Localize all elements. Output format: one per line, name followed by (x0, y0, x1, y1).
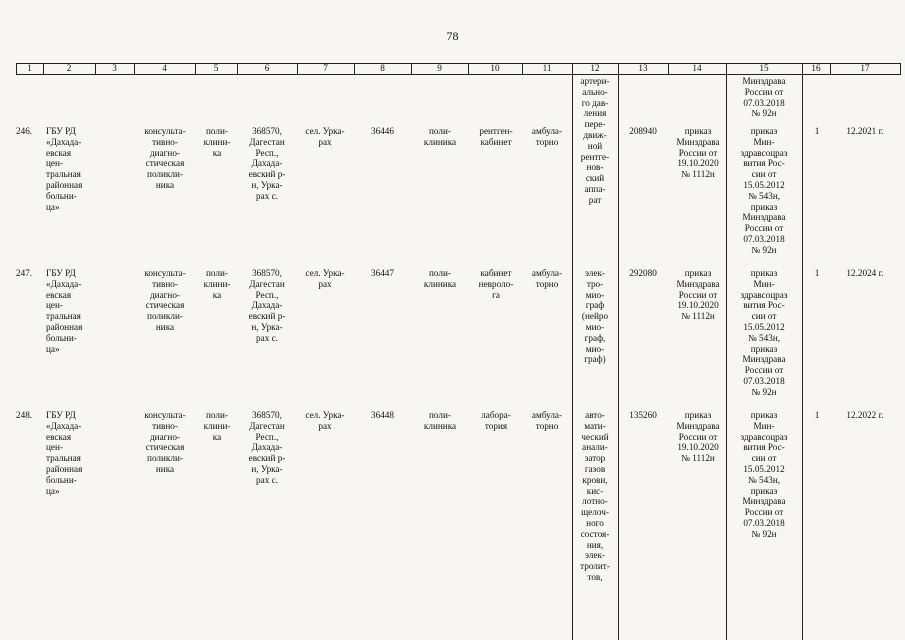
column-number: 10 (490, 63, 500, 73)
care-mode: амбула- торно (531, 126, 563, 147)
row-number: 246. (16, 126, 33, 136)
equipment-code: 292080 (629, 268, 657, 278)
page-number: 78 (446, 29, 459, 43)
order-2: приказ Мин- здравсоцраз вития Рос- сии от 15.05.2012 № 543н, приказ Минздрава России от 07.03.2018 № 92н (740, 126, 788, 255)
subdivision: поли- клини- ка (203, 410, 231, 442)
institution-type: консульта- тивно- диагно- стическая поликли- ника (144, 268, 186, 332)
column-number: 2 (66, 63, 72, 73)
quantity: 1 (814, 126, 820, 136)
column-number: 13 (638, 63, 648, 73)
row-number: 247. (16, 268, 33, 278)
column-number: 16 (811, 63, 821, 73)
carry-over-equipment: артери- ально- го дав- ления пере- движ- ной рентге- нов- ский аппа- рат (580, 76, 610, 205)
column-number: 3 (112, 63, 117, 73)
column-number: 7 (323, 63, 328, 73)
unit: поли- клиника (423, 268, 457, 289)
deadline: 12.2022 г. (846, 410, 884, 420)
institution-type: консульта- тивно- диагно- стическая поликли- ника (144, 126, 186, 190)
column-number: 9 (437, 63, 442, 73)
equipment: элек- тро- мио- граф (нейро мио- граф, мио- граф) (581, 268, 609, 365)
equipment-code: 135260 (629, 410, 657, 420)
room: лабора- тория (481, 410, 511, 431)
organization-name: ГБУ РД «Дахада- евская цен- тральная районная больни- ца» (46, 126, 83, 212)
order-1: приказ Минздрава России от 19.10.2020 № 1112н (676, 268, 720, 322)
locality: сел. Урка- рах (305, 126, 345, 147)
unit: поли- клиника (423, 126, 457, 147)
equipment: авто- мати- ческий анали- затор газов крови, кис- лотно- щелоч- ного состоя- ния, элек- тролит- тов, (580, 410, 610, 582)
column-number: 17 (860, 63, 870, 73)
locality-code: 36446 (371, 126, 394, 136)
header-bottom-border (16, 74, 900, 75)
column-number: 8 (380, 63, 385, 73)
deadline: 12.2024 г. (846, 268, 884, 278)
care-mode: амбула- торно (531, 268, 563, 289)
column-number: 1 (27, 63, 32, 73)
address: 368570, Дагестан Респ., Дахада- евский р- н, Урка- рах с. (248, 126, 286, 201)
room: кабинет невроло- га (478, 268, 514, 300)
column-number: 5 (213, 63, 219, 73)
organization-name: ГБУ РД «Дахада- евская цен- тральная районная больни- ца» (46, 268, 83, 354)
address: 368570, Дагестан Респ., Дахада- евский р- н, Урка- рах с. (248, 410, 286, 485)
column-number: 12 (590, 63, 600, 73)
column-number: 14 (692, 63, 702, 73)
unit: поли- клиника (423, 410, 457, 431)
column-divider (572, 63, 573, 640)
column-divider (618, 63, 619, 640)
deadline: 12.2021 г. (846, 126, 884, 136)
order-2: приказ Мин- здравсоцраз вития Рос- сии от 15.05.2012 № 543н, приказ Минздрава России от 07.03.2018 № 92н (740, 410, 788, 539)
organization-name: ГБУ РД «Дахада- евская цен- тральная районная больни- ца» (46, 410, 83, 496)
carry-over-order: Минздрава России от 07.03.2018 № 92н (742, 76, 786, 119)
column-number: 4 (162, 63, 167, 73)
institution-type: консульта- тивно- диагно- стическая поликли- ника (144, 410, 186, 474)
subdivision: поли- клини- ка (203, 126, 231, 158)
order-1: приказ Минздрава России от 19.10.2020 № 1112н (676, 126, 720, 180)
locality: сел. Урка- рах (305, 268, 345, 289)
column-number: 6 (264, 63, 270, 73)
equipment-code: 208940 (629, 126, 657, 136)
column-number: 15 (759, 63, 769, 73)
order-1: приказ Минздрава России от 19.10.2020 № 1112н (676, 410, 720, 464)
locality-code: 36448 (371, 410, 394, 420)
column-divider (802, 63, 803, 640)
subdivision: поли- клини- ка (203, 268, 231, 300)
locality-code: 36447 (371, 268, 394, 278)
locality: сел. Урка- рах (305, 410, 345, 431)
quantity: 1 (814, 268, 820, 278)
room: рентген- кабинет (479, 126, 513, 147)
address: 368570, Дагестан Респ., Дахада- евский р- н, Урка- рах с. (248, 268, 286, 343)
row-number: 248. (16, 410, 33, 420)
order-2: приказ Мин- здравсоцраз вития Рос- сии от 15.05.2012 № 543н, приказ Минздрава России от 07.03.2018 № 92н (740, 268, 788, 397)
quantity: 1 (814, 410, 820, 420)
column-number: 11 (542, 63, 552, 73)
header-divider (900, 63, 901, 75)
care-mode: амбула- торно (531, 410, 563, 431)
